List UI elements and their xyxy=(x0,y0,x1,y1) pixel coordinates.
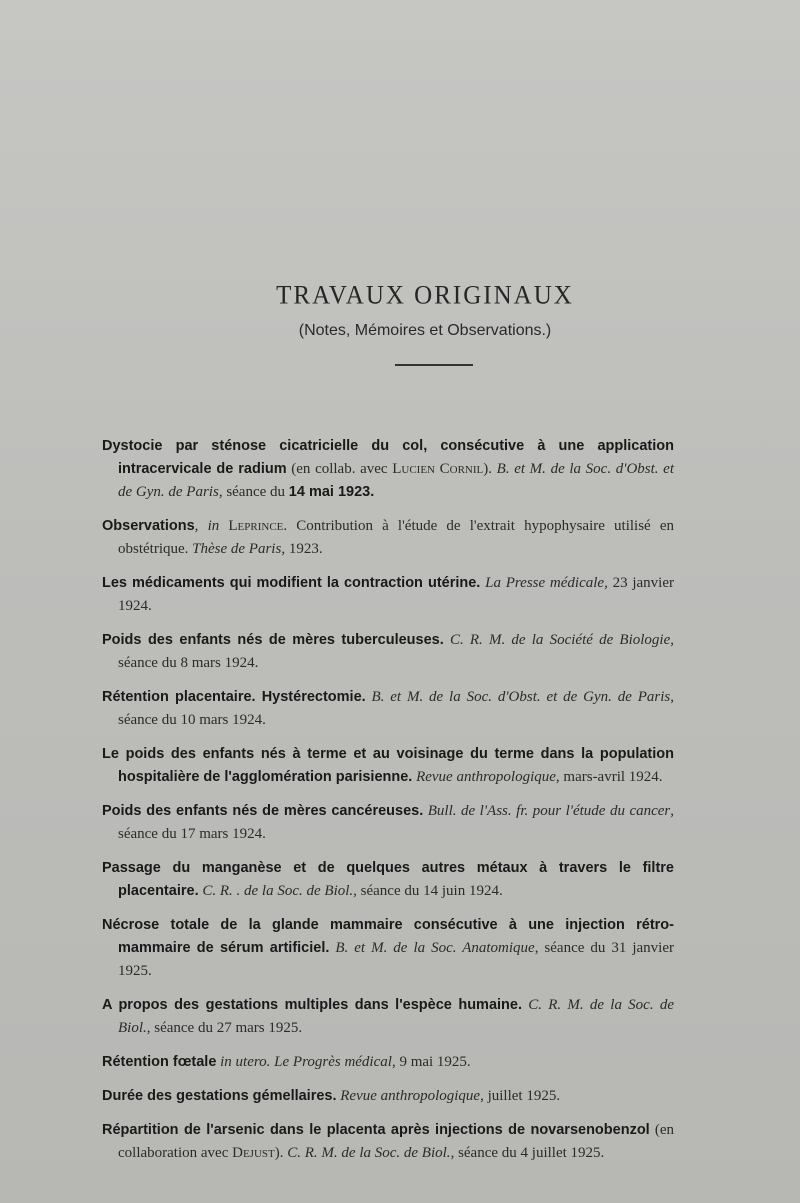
publication-entry xyxy=(102,515,674,561)
entry-source: C. R. M. de la Soc. de Biol. xyxy=(118,997,674,1036)
publication-entry xyxy=(102,572,674,618)
section-header xyxy=(0,282,800,366)
publication-entry xyxy=(102,1085,674,1108)
publication-entry xyxy=(102,629,674,675)
entry-title: Rétention placentaire. Hystérectomie. xyxy=(102,689,366,705)
entry-title: Rétention fœtale xyxy=(102,1054,217,1070)
publication-entry xyxy=(102,914,674,983)
section-subtitle: (Notes, Mémoires et Observations.) xyxy=(298,322,552,339)
entry-text: ). xyxy=(483,461,497,477)
entry-text: ). xyxy=(274,1145,288,1161)
entry-text: . Contribution à l'étude de l'extrait hypophysaire utilisé en obstétrique. xyxy=(118,518,675,557)
entry-title: Le poids des enfants nés à terme et au voisinage du terme dans la population hospitalière de l'agglomération parisienne. xyxy=(102,746,674,785)
entry-author: Lucien Cornil xyxy=(392,461,484,477)
entry-title: Observations xyxy=(102,518,195,534)
entry-date: , séance du 4 juillet 1925. xyxy=(450,1145,605,1161)
entry-source: C. R. M. de la Société de Biologie xyxy=(443,632,671,648)
publication-entry xyxy=(102,1119,674,1165)
entry-date: , séance du xyxy=(218,484,289,500)
entry-title: Dystocie par sténose cicatricielle du col, consécutive à une application intracervicale de radium xyxy=(102,438,674,477)
entry-author: Dejust xyxy=(232,1145,275,1161)
entry-date: 14 mai 1923. xyxy=(288,484,375,500)
entry-title: Poids des enfants nés de mères tuberculeuses. xyxy=(102,632,444,648)
entry-title: Durée des gestations gémellaires. xyxy=(102,1088,337,1104)
entry-source: Thèse de Paris xyxy=(192,541,282,557)
entry-author: Leprince xyxy=(219,518,284,534)
entry-date: , 23 janvier 1924. xyxy=(118,575,674,614)
entry-date: , 1923. xyxy=(281,541,323,557)
entry-title: Poids des enfants nés de mères cancéreuses. xyxy=(102,803,424,819)
entry-source: Revue anthropologique xyxy=(336,1088,481,1104)
publication-entry xyxy=(102,743,674,789)
entry-source: B. et M. de la Soc. d'Obst. et de Gyn. de Paris xyxy=(118,461,674,500)
entry-title: A propos des gestations multiples dans l'espèce humaine. xyxy=(102,997,522,1013)
entry-date: , séance du 10 mars 1924. xyxy=(118,689,674,728)
entry-source: Revue anthropologique xyxy=(412,769,556,785)
entry-date: , mars-avril 1924. xyxy=(555,769,663,785)
publication-entry xyxy=(102,686,674,732)
entry-title: Nécrose totale de la glande mammaire consécutive à une injection rétro-mammaire de sérum artificiel. xyxy=(102,917,674,956)
entry-date: , séance du 31 janvier 1925. xyxy=(118,940,674,979)
entry-title: Les médicaments qui modifient la contraction utérine. xyxy=(102,575,481,591)
entry-date: , 9 mai 1925. xyxy=(391,1054,471,1070)
publication-entry xyxy=(102,857,674,903)
entry-date: , séance du 27 mars 1925. xyxy=(146,1020,303,1036)
entry-source: C. R. M. de la Soc. de Biol. xyxy=(287,1145,451,1161)
entry-text: (en collaboration avec xyxy=(118,1122,674,1161)
entry-source: B. et M. de la Soc. d'Obst. et de Gyn. de Paris xyxy=(365,689,671,705)
entry-date: , séance du 14 juin 1924. xyxy=(353,883,503,899)
entry-title: Répartition de l'arsenic dans le placenta après injections de novarsenobenzol xyxy=(102,1122,650,1138)
entry-date: , séance du 17 mars 1924. xyxy=(118,803,675,842)
entry-source: B. et M. de la Soc. Anatomique xyxy=(329,940,535,956)
entry-text: (en collab. avec xyxy=(286,461,393,477)
entry-date: , juillet 1925. xyxy=(480,1088,561,1104)
entry-text: in xyxy=(207,518,220,534)
entry-title: Passage du manganèse et de quelques autres métaux à travers le filtre placentaire. xyxy=(102,860,674,899)
publication-entry xyxy=(102,435,674,504)
publication-list xyxy=(102,435,674,1176)
publication-entry xyxy=(102,1051,674,1074)
entry-source: Bull. de l'Ass. fr. pour l'étude du cancer xyxy=(423,803,671,819)
entry-text: , xyxy=(194,518,208,534)
divider-rule xyxy=(395,364,473,366)
entry-date: , séance du 8 mars 1924. xyxy=(118,632,674,671)
publication-entry xyxy=(102,800,674,846)
entry-source: La Presse médicale xyxy=(480,575,605,591)
entry-source: C. R. . de la Soc. de Biol. xyxy=(198,883,354,899)
publication-entry xyxy=(102,994,674,1040)
section-title: TRAVAUX ORIGINAUX xyxy=(276,281,574,310)
entry-source: in utero. Le Progrès médical xyxy=(216,1054,392,1070)
